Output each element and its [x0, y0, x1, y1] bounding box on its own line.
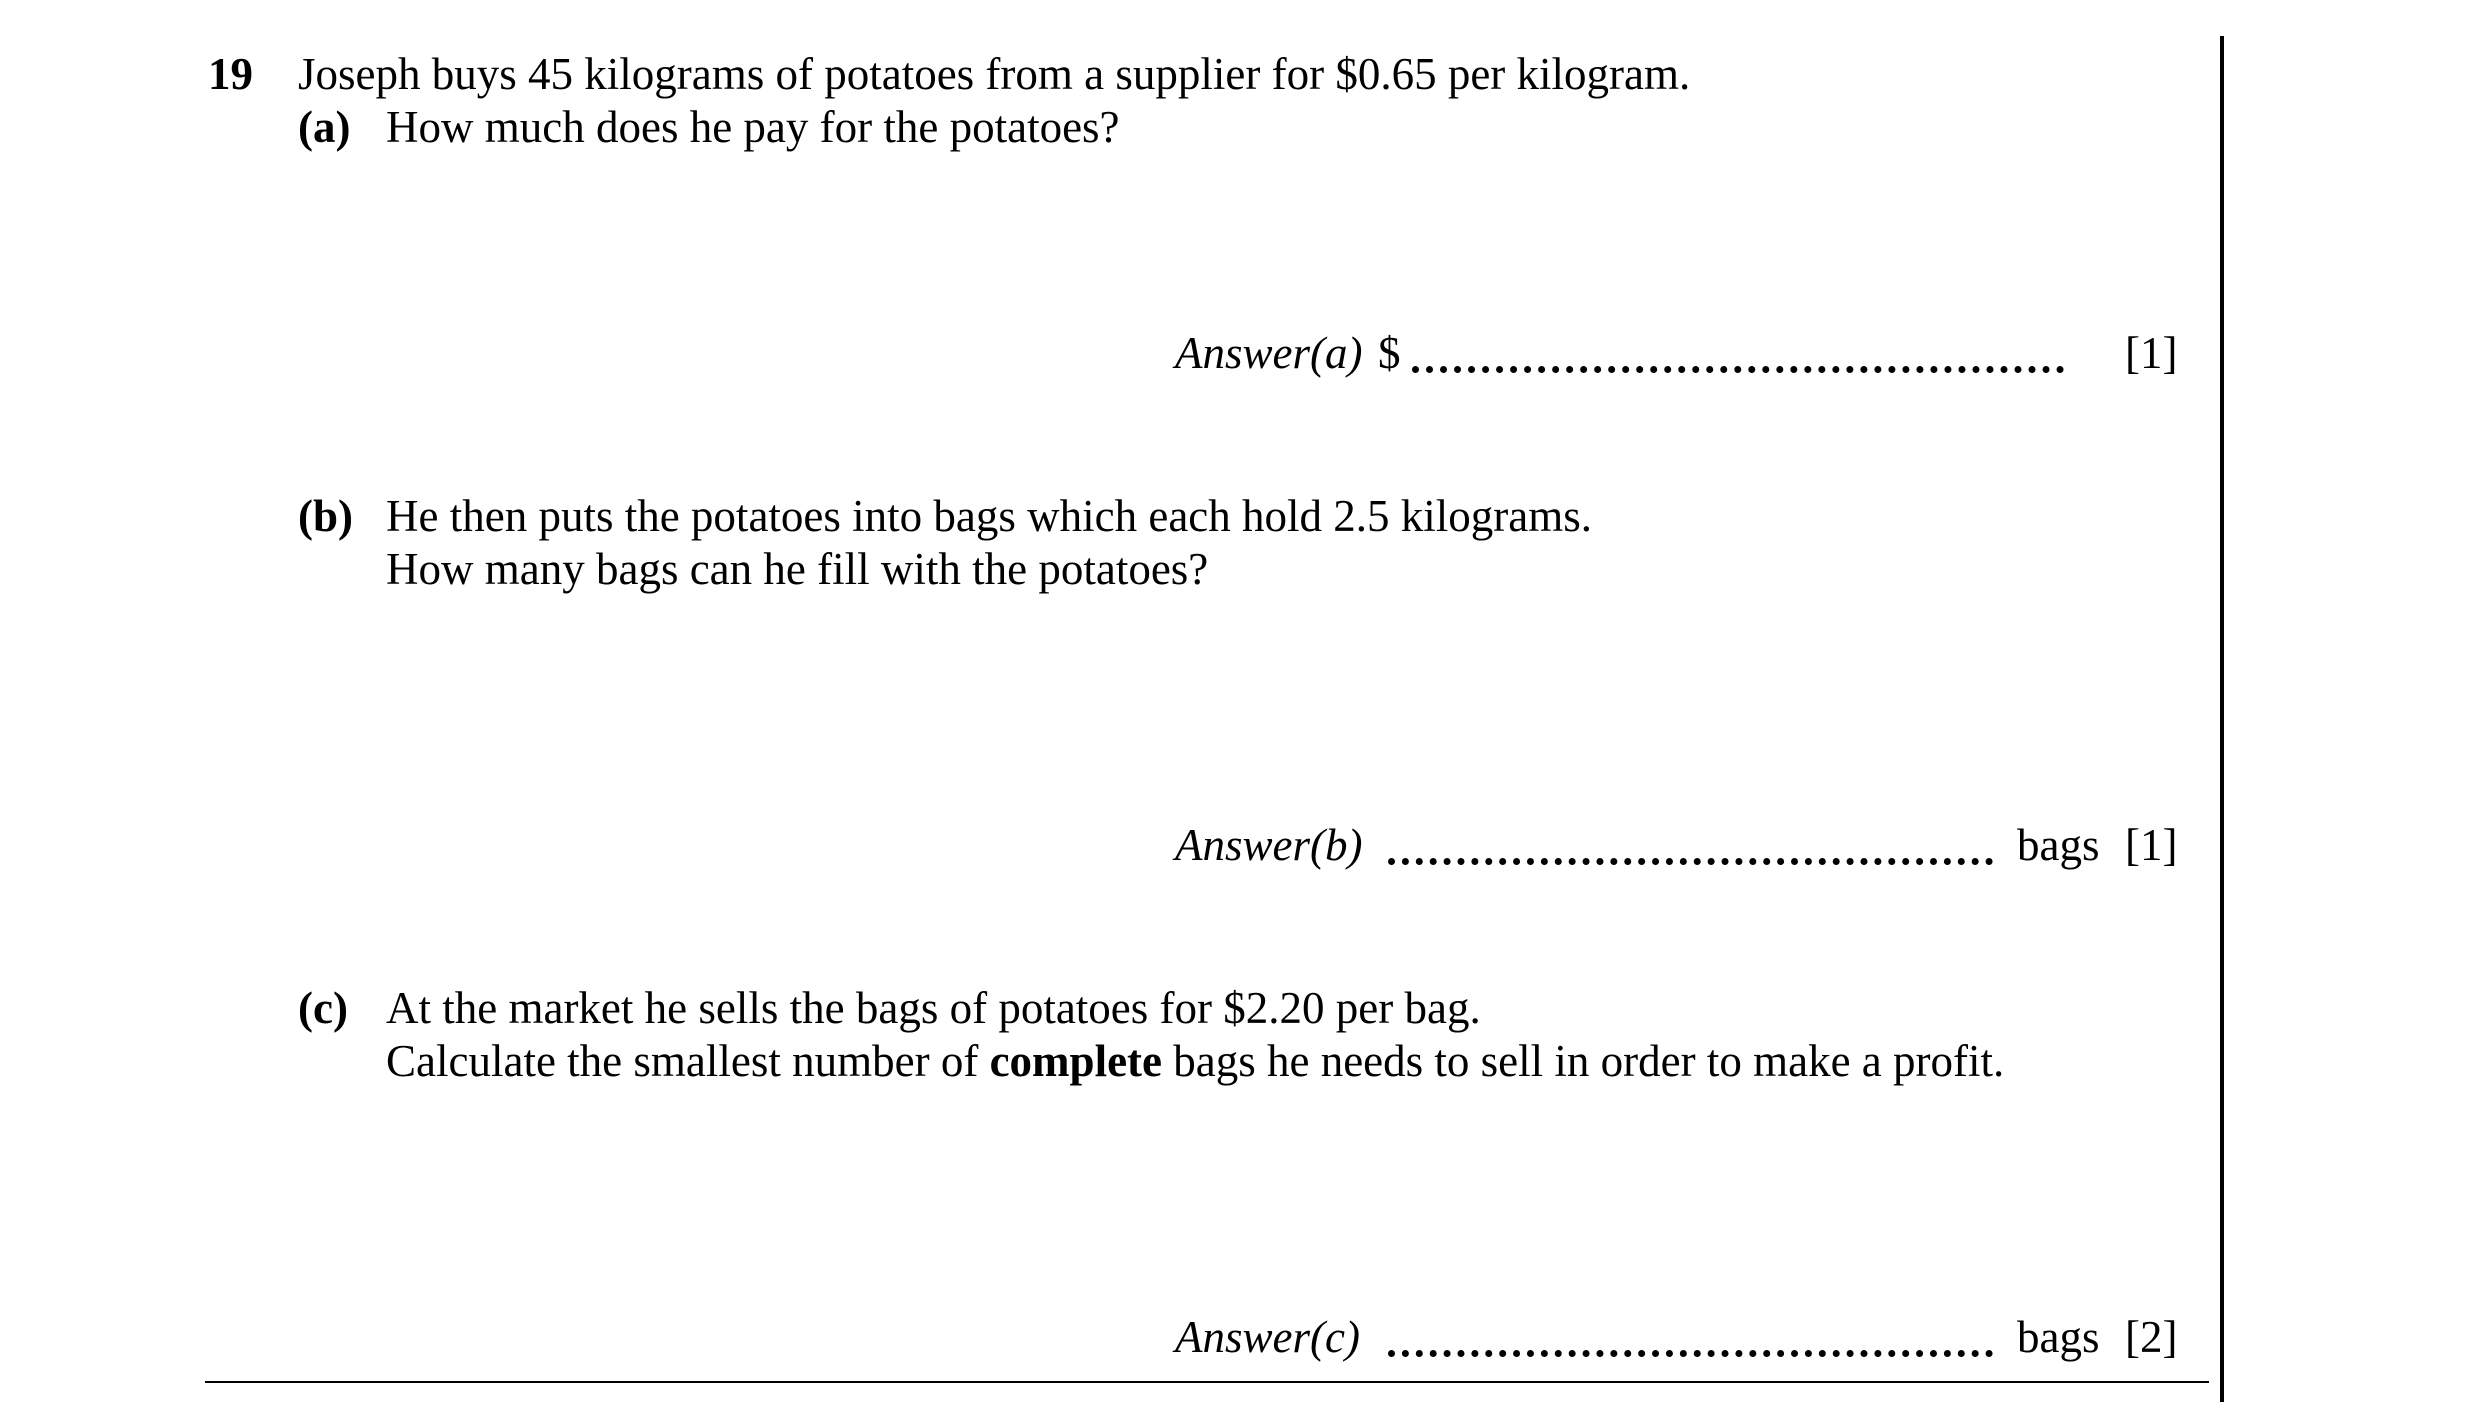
answer-b-unit: bags [2017, 820, 2100, 870]
answer-a-field[interactable] [1412, 366, 2064, 373]
part-c-marks: [2] [2125, 1312, 2178, 1362]
part-b-label: (b) [298, 491, 353, 541]
answer-b-label: Answer(b) [1175, 820, 1363, 870]
part-c-question-line2 [386, 1036, 2005, 1086]
margin-rule [2220, 36, 2224, 1402]
answer-c-field[interactable] [1388, 1350, 1993, 1357]
part-b-marks: [1] [2125, 820, 2178, 870]
part-c-text-before: Calculate the smallest number of [386, 1036, 990, 1086]
part-b-question-line2: How many bags can he fill with the potatoes? [386, 544, 1209, 594]
question-stem: Joseph buys 45 kilograms of potatoes from a supplier for $0.65 per kilogram. [298, 49, 1691, 99]
answer-a-currency: $ [1378, 328, 1401, 378]
answer-b-field[interactable] [1388, 858, 1993, 865]
part-a-marks: [1] [2125, 328, 2178, 378]
part-a-label: (a) [298, 102, 351, 152]
bottom-rule [205, 1381, 2209, 1383]
part-b-question-line1: He then puts the potatoes into bags which each hold 2.5 kilograms. [386, 491, 1593, 541]
answer-c-unit: bags [2017, 1312, 2100, 1362]
part-a-question: How much does he pay for the potatoes? [386, 102, 1120, 152]
part-c-label: (c) [298, 983, 348, 1033]
question-number: 19 [208, 49, 253, 99]
part-c-text-after: bags he needs to sell in order to make a profit. [1162, 1036, 2005, 1086]
part-c-emphasis: complete [989, 1036, 1162, 1086]
part-c-question-line1: At the market he sells the bags of potatoes for $2.20 per bag. [386, 983, 1481, 1033]
answer-a-label: Answer(a) [1175, 328, 1363, 378]
answer-c-label: Answer(c) [1175, 1312, 1360, 1362]
